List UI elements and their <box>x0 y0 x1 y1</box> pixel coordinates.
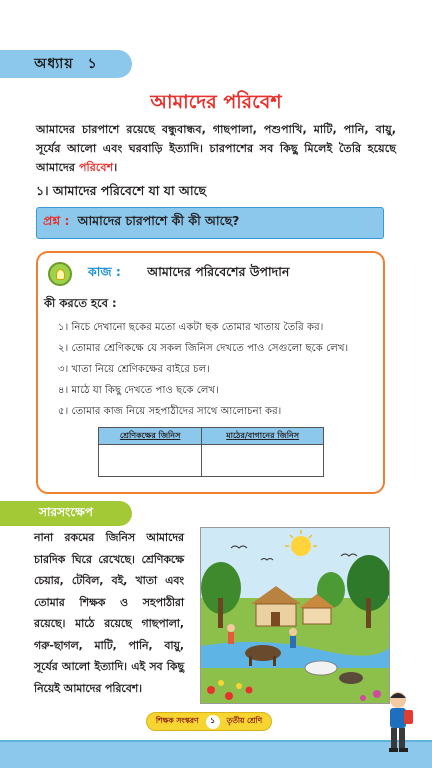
summary-tab: সারসংক্ষেপ <box>0 501 132 526</box>
table-cell <box>202 445 324 477</box>
section-heading: ১। আমাদের পরিবেশে যা যা আছে <box>36 183 207 198</box>
page-number: ১ <box>206 715 220 729</box>
footer-band <box>0 742 432 768</box>
village-scene-image <box>201 528 390 704</box>
question-label: প্রশ্ন : <box>43 213 70 228</box>
activity-step: ১। নিচে দেখানো ছকের মতো একটা ছক তোমার খাতায় তৈরি কর। <box>58 322 324 333</box>
activity-box <box>36 251 385 494</box>
chapter-number: ১ <box>87 56 98 72</box>
activity-title-text: আমাদের পরিবেশের উপাদান <box>147 264 290 279</box>
lightbulb-icon <box>48 262 72 286</box>
activity-title <box>88 264 289 284</box>
summary-end: । <box>138 681 143 695</box>
footer-pill <box>146 712 272 731</box>
student-mascot-icon <box>378 688 418 758</box>
activity-step: ৩। খাতা নিয়ে শ্রেণিকক্ষের বাইরে চল। <box>58 364 210 375</box>
summary-paragraph <box>34 527 184 699</box>
table-header-field: মাঠের/বাগানের জিনিস <box>202 428 324 445</box>
chapter-label: অধ্যায় <box>34 56 74 72</box>
todo-label: কী করতে হবে : <box>44 296 117 310</box>
activity-label: কাজ : <box>88 264 121 279</box>
intro-end: । <box>113 161 118 174</box>
footer-right: তৃতীয় শ্রেণি <box>226 715 263 725</box>
activity-step: ২। তোমার শ্রেণিকক্ষে যে সকল জিনিস দেখতে পাও সেগুলো ছকে লেখ। <box>58 343 349 354</box>
chapter-title: আমাদের পরিবেশ <box>150 91 282 113</box>
activity-table <box>98 427 324 477</box>
activity-steps <box>58 317 373 422</box>
environment-illustration <box>200 527 390 704</box>
table-cell <box>99 445 202 477</box>
summary-strong: আমাদের পরিবেশ <box>63 681 139 695</box>
intro-text: আমাদের চারপাশে রয়েছে বন্ধুবান্ধব, গাছপালা, পশুপাখি, মাটি, পানি, বায়ু, সূর্যের আলো এবং ঘরবাড়ি ইত্যাদি। চারপাশের সব কিছু মিলেই তৈরি হয়েছে আমাদের <box>36 123 396 174</box>
footer-left: শিক্ষক সংস্করণ <box>155 715 199 725</box>
activity-step: ৪। মাঠে যা কিছু দেখতে পাও ছকে লেখ। <box>58 385 219 396</box>
activity-step: ৫। তোমার কাজ নিয়ে সহপাঠীদের সাথে আলোচনা কর। <box>58 406 282 417</box>
chapter-tab <box>0 50 132 78</box>
intro-highlight: পরিবেশ <box>78 161 114 174</box>
question-text: আমাদের চারপাশে কী কী আছে? <box>77 213 240 228</box>
question-bar <box>36 207 384 239</box>
table-header-classroom: শ্রেণিকক্ষের জিনিস <box>99 428 202 445</box>
summary-text: নানা রকমের জিনিস আমাদের চারদিক ঘিরে রেখেছে। শ্রেণিকক্ষে চেয়ার, টেবিল, বই, খাতা এবং তোমার শিক্ষক ও সহপাঠীরা রয়েছে। মাঠে রয়েছে গাছপালা, গরু-ছাগল, মাটি, পানি, বায়ু, সূর্যের আলো ইত্যাদি। এই সব কিছু নিয়েই <box>34 531 184 695</box>
intro-paragraph <box>36 120 396 177</box>
